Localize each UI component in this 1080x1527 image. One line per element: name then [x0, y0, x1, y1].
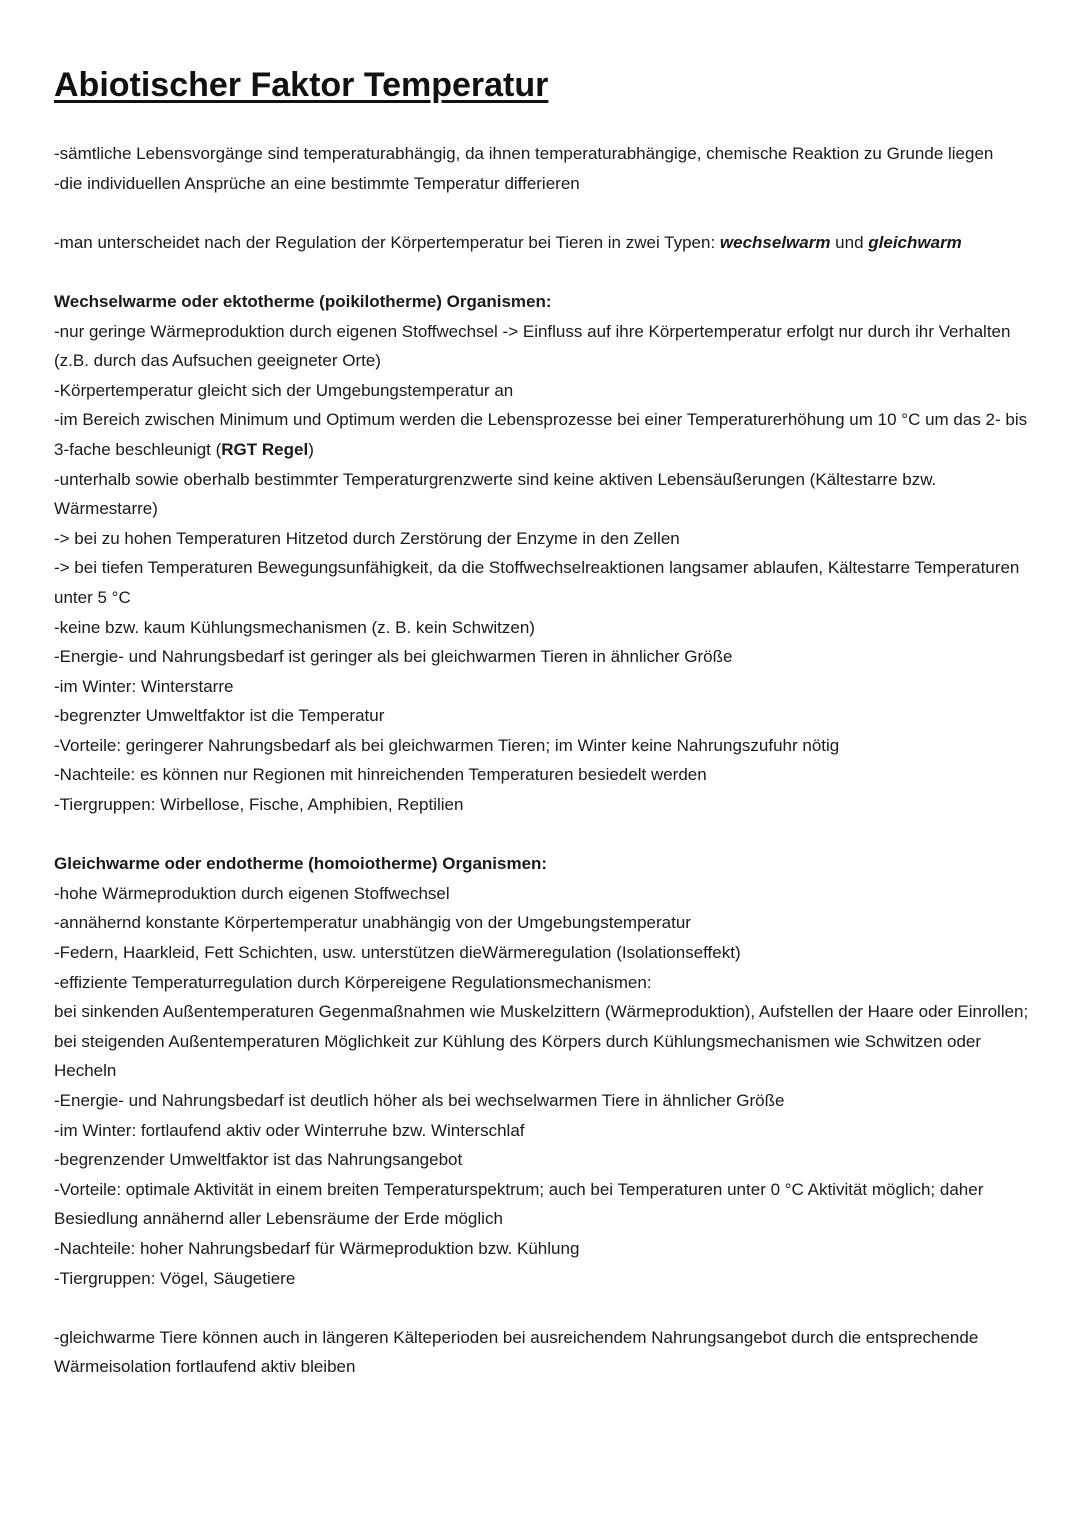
- wechselwarm-line-12: -Nachteile: es können nur Regionen mit hinreichenden Temperaturen besiedelt werden: [54, 765, 707, 785]
- spacer: [54, 257, 1039, 287]
- wechselwarm-line-7: -keine bzw. kaum Kühlungsmechanismen (z. B. kein Schwitzen): [54, 617, 535, 637]
- gleichwarm-line-3: -Federn, Haarkleid, Fett Schichten, usw. unterstützen dieWärmeregulation (Isolationseffekt): [54, 943, 741, 963]
- page-title: Abiotischer Faktor Temperatur: [54, 66, 549, 104]
- rgt-rule: RGT Regel: [221, 439, 309, 459]
- section-heading-gleichwarm: Gleichwarme oder endotherme (homoiotherme) Organismen:: [54, 854, 548, 874]
- gleichwarm-line-8: -im Winter: fortlaufend aktiv oder Winterruhe bzw. Winterschlaf: [54, 1120, 525, 1140]
- wechselwarm-line-11: -Vorteile: geringerer Nahrungsbedarf als bei gleichwarmen Tieren; im Winter keine Nahrungszufuhr nötig: [54, 735, 840, 755]
- gleichwarm-line-4: -effiziente Temperaturregulation durch Körpereigene Regulationsmechanismen:: [54, 972, 652, 992]
- wechselwarm-line-3: [54, 405, 1039, 464]
- intro-line-2: -die individuellen Ansprüche an eine bestimmte Temperatur differieren: [54, 173, 580, 193]
- spacer: [54, 1293, 1039, 1323]
- gleichwarm-line-5: bei sinkenden Außentemperaturen Gegenmaßnahmen wie Muskelzittern (Wärmeproduktion), Aufstellen der Haare oder Einrollen;: [54, 1002, 1029, 1022]
- wechselwarm-line-2: -Körpertemperatur gleicht sich der Umgebungstemperatur an: [54, 380, 514, 400]
- rgt-text-post: ): [308, 439, 314, 459]
- spacer: [54, 820, 1039, 850]
- types-prefix: -man unterscheidet nach der Regulation der Körpertemperatur bei Tieren in zwei Typen:: [54, 232, 720, 252]
- intro-line-1: -sämtliche Lebensvorgänge sind temperaturabhängig, da ihnen temperaturabhängige, chemische Reaktion zu Grunde liegen: [54, 144, 994, 163]
- section-heading-wechselwarm: Wechselwarme oder ektotherme (poikilotherme) Organismen:: [54, 291, 552, 311]
- wechselwarm-line-13: -Tiergruppen: Wirbellose, Fische, Amphibien, Reptilien: [54, 795, 464, 815]
- type-wechselwarm: wechselwarm: [719, 232, 831, 252]
- wechselwarm-line-4: -unterhalb sowie oberhalb bestimmter Temperaturgrenzwerte sind keine aktiven Lebensäußerungen (Kältestarre bzw. Wärmestarre): [54, 469, 937, 519]
- wechselwarm-line-1: -nur geringe Wärmeproduktion durch eigenen Stoffwechsel -> Einfluss auf ihre Körpertemperatur erfolgt nur durch ihr Verhalten (z.B. durch das Aufsuchen geeigneter Orte): [54, 321, 1011, 371]
- type-gleichwarm: gleichwarm: [868, 232, 962, 252]
- document-body: [54, 139, 1039, 1382]
- gleichwarm-line-11: -Nachteile: hoher Nahrungsbedarf für Wärmeproduktion bzw. Kühlung: [54, 1238, 580, 1258]
- gleichwarm-line-6: bei steigenden Außentemperaturen Möglichkeit zur Kühlung des Körpers durch Kühlungsmechanismen wie Schwitzen oder Hecheln: [54, 1031, 982, 1081]
- gleichwarm-line-12: -Tiergruppen: Vögel, Säugetiere: [54, 1268, 296, 1288]
- wechselwarm-line-8: -Energie- und Nahrungsbedarf ist geringer als bei gleichwarmen Tieren in ähnlicher Größe: [54, 647, 733, 667]
- wechselwarm-line-10: -begrenzter Umweltfaktor ist die Temperatur: [54, 706, 385, 726]
- gleichwarm-line-1: -hohe Wärmeproduktion durch eigenen Stoffwechsel: [54, 883, 450, 903]
- gleichwarm-line-9: -begrenzender Umweltfaktor ist das Nahrungsangebot: [54, 1150, 463, 1170]
- wechselwarm-line-9: -im Winter: Winterstarre: [54, 676, 234, 696]
- wechselwarm-line-6: -> bei tiefen Temperaturen Bewegungsunfähigkeit, da die Stoffwechselreaktionen langsamer ablaufen, Kältestarre Temperaturen unter 5 °C: [54, 558, 1020, 607]
- gleichwarm-line-2: -annähernd konstante Körpertemperatur unabhängig von der Umgebungstemperatur: [54, 913, 691, 933]
- gleichwarm-line-7: -Energie- und Nahrungsbedarf ist deutlich höher als bei wechselwarmen Tiere in ähnlicher Größe: [54, 1091, 785, 1110]
- types-and: und: [830, 232, 869, 252]
- spacer: [54, 198, 1039, 228]
- wechselwarm-line-5: -> bei zu hohen Temperaturen Hitzetod durch Zerstörung der Enzyme in den Zellen: [54, 528, 680, 548]
- intro-types: [54, 228, 1039, 258]
- rgt-text-pre: -im Bereich zwischen Minimum und Optimum werden die Lebensprozesse bei einer Temperaturerhöhung um 10 °C um das 2- bis 3-fache beschleunigt (: [54, 410, 1028, 459]
- closing-paragraph: -gleichwarme Tiere können auch in längeren Kälteperioden bei ausreichendem Nahrungsangebot durch die entsprechende Wärmeisolation fortlaufend aktiv bleiben: [54, 1327, 979, 1377]
- gleichwarm-line-10: -Vorteile: optimale Aktivität in einem breiten Temperaturspektrum; auch bei Temperaturen unter 0 °C Aktivität möglich; daher Besiedlung annähernd aller Lebensräume der Erde möglich: [54, 1179, 984, 1229]
